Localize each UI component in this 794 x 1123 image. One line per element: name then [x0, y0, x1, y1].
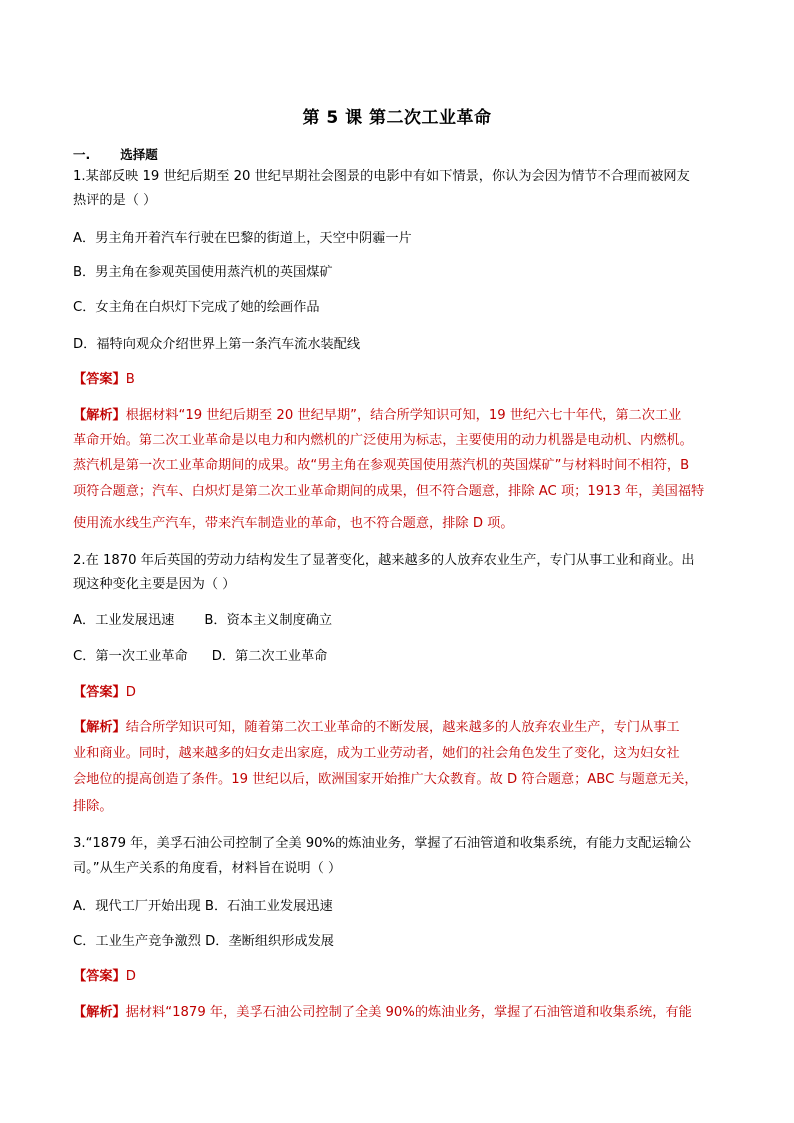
question-3-options-row-1 [73, 898, 733, 916]
question-1-analysis-line-5: 使用流水线生产汽车，带来汽车制造业的革命，也不符合题意，排除 D 项。 [73, 516, 514, 531]
question-1-analysis-line-3: 蒸汽机是第一次工业革命期间的成果。故“男主角在参观英国使用蒸汽机的英国煤矿”与材料时间不相符，B [73, 458, 690, 473]
question-2-option-a: A．工业发展迅速 [73, 613, 175, 628]
question-2-options-row-2 [73, 648, 733, 666]
question-1-answer [73, 371, 733, 389]
answer-value: B [125, 372, 135, 387]
question-3-options-row-2 [73, 933, 733, 951]
question-2-analysis-line-4: 排除。 [73, 799, 113, 814]
question-2-options-row-1 [73, 612, 733, 630]
section-number: 一. [73, 147, 91, 162]
answer-label: 【答案】 [73, 372, 126, 387]
analysis-text: 根据材料“19 世纪后期至 20 世纪早期”，结合所学知识可知，19 世纪六七十年代，第二次工业 [125, 408, 682, 423]
question-1-stem-line-2: 热评的是（ ） [73, 193, 157, 208]
question-3-option-c: C．工业生产竞争激烈 [73, 934, 201, 949]
question-2-option-c: C．第一次工业革命 [73, 649, 188, 664]
question-1-stem-line-1: 1.某部反映 19 世纪后期至 20 世纪早期社会图景的电影中有如下情景，你认为会因为情节不合理而被网友 [73, 169, 690, 184]
question-1-analysis-line-4: 项符合题意；汽车、白炽灯是第二次工业革命期间的成果，但不符合题意，排除 AC 项；1913 年，美国福特 [73, 484, 705, 499]
question-2-analysis-line-3: 会地位的提高创造了条件。19 世纪以后，欧洲国家开始推广大众教育。故 D 符合题意；ABC 与题意无关， [73, 772, 698, 787]
answer-label: 【答案】 [73, 685, 126, 700]
question-2-stem-line-1: 2.在 1870 年后英国的劳动力结构发生了显著变化，越来越多的人放弃农业生产，专门从事工业和商业。出 [73, 553, 695, 568]
section-heading [73, 146, 733, 164]
question-2-option-d: D．第二次工业革命 [211, 649, 328, 664]
question-3-option-b: B．石油工业发展迅速 [204, 899, 333, 914]
question-3-answer [73, 968, 733, 986]
answer-value: D [125, 685, 136, 700]
page-title: 第 5 课 第二次工业革命 [302, 108, 492, 128]
answer-value: D [125, 969, 136, 984]
question-1-analysis-line-2: 革命开始。第二次工业革命是以电力和内燃机的广泛使用为标志，主要使用的动力机器是电动机、内燃机。 [73, 433, 693, 448]
question-2-analysis-line-2: 业和商业。同时，越来越多的妇女走出家庭，成为工业劳动者，她们的社会角色发生了变化，这为妇女社 [73, 746, 680, 761]
question-3-option-d: D．垄断组织形成发展 [205, 934, 334, 949]
question-1-option-c: C．女主角在白炽灯下完成了她的绘画作品 [73, 300, 320, 315]
question-1-analysis-line-1 [73, 407, 733, 425]
analysis-label: 【解析】 [73, 720, 126, 735]
question-2-answer [73, 684, 733, 702]
question-1-option-b: B．男主角在参观英国使用蒸汽机的英国煤矿 [73, 265, 333, 280]
question-3-stem-line-1: 3.“1879 年，美孚石油公司控制了全美 90%的炼油业务，掌握了石油管道和收集系统，有能力支配运输公 [73, 836, 692, 851]
question-2-analysis-line-1 [73, 719, 733, 737]
question-2-stem-line-2: 现这种变化主要是因为（ ） [73, 577, 236, 592]
answer-label: 【答案】 [73, 969, 126, 984]
question-3-option-a: A．现代工厂开始出现 [73, 899, 201, 914]
section-label: 选择题 [120, 147, 158, 162]
question-3-analysis-line-1 [73, 1004, 733, 1022]
question-3-stem-line-2: 司。”从生产关系的角度看，材料旨在说明（ ） [73, 861, 342, 876]
analysis-label: 【解析】 [73, 408, 126, 423]
analysis-text: 结合所学知识可知，随着第二次工业革命的不断发展，越来越多的人放弃农业生产，专门从事工 [125, 720, 680, 735]
question-2-option-b: B．资本主义制度确立 [204, 613, 333, 628]
analysis-label: 【解析】 [73, 1005, 126, 1020]
question-1-option-a: A．男主角开着汽车行驶在巴黎的街道上，天空中阴霾一片 [73, 231, 412, 246]
question-1-option-d: D．福特向观众介绍世界上第一条汽车流水装配线 [73, 337, 361, 352]
analysis-text: 据材料“1879 年，美孚石油公司控制了全美 90%的炼油业务，掌握了石油管道和收集系统，有能 [125, 1005, 692, 1020]
